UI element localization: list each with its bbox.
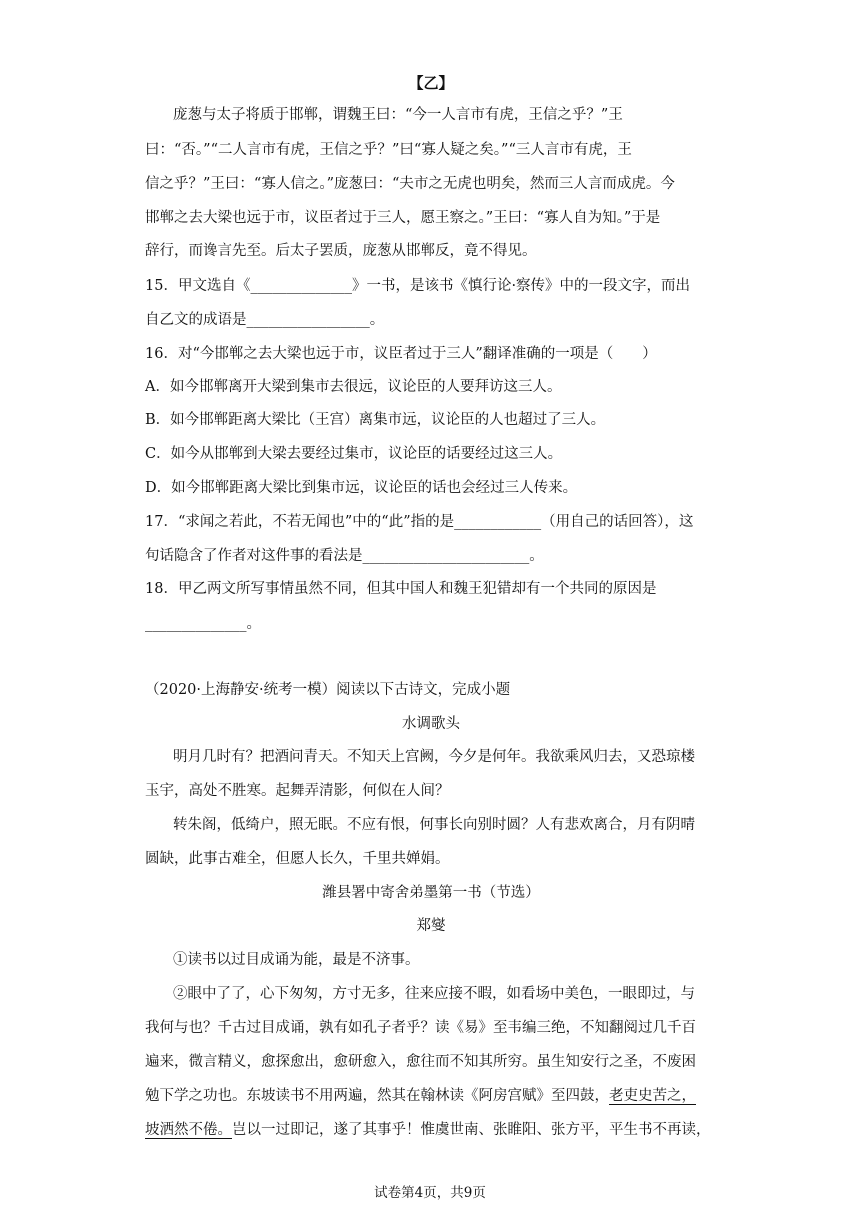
letter-title: 潍县署中寄舍弟墨第一书（节选） bbox=[322, 885, 540, 901]
passage-line: 邯郸之去大梁也远于市，议臣者过于三人，愿王察之。”王曰：“寡人自为知。”于是 bbox=[145, 210, 661, 226]
question-16: 16．对“今邯郸之去大梁也远于市，议臣者过于三人”翻译准确的一项是（ ） bbox=[145, 346, 657, 362]
passage-line: 曰：“否。”“二人言市有虎，王信之乎？”曰“寡人疑之矣。”“三人言市有虎，王 bbox=[145, 142, 632, 158]
question-15-line-1: 15．甲文选自《______________》一书，是该书《慎行论·察传》中的一段文字，而出 bbox=[145, 278, 691, 294]
passage-line: 辞行，而谗言先至。后太子罢质，庞葱从邯郸反，竟不得见。 bbox=[145, 243, 537, 259]
poem-title: 水调歌头 bbox=[402, 716, 460, 732]
poem-line: 转朱阁，低绮户，照无眠。不应有恨，何事长向别时圆？人有悲欢离合，月有阴晴 bbox=[173, 817, 695, 833]
option-d: D．如今邯郸距离大梁比到集市远，议论臣的话也会经过三人传来。 bbox=[145, 480, 578, 496]
option-a: A．如今邯郸离开大梁到集市去很远，议论臣的人要拜访这三人。 bbox=[145, 379, 562, 395]
section-heading-yi: 【乙】 bbox=[408, 74, 454, 92]
letter-line-text: 岂以一过即记，遂了其事乎！惟虞世南、张睢阳、张方平，平生书不再读， bbox=[232, 1122, 711, 1138]
option-c: C．如今从邯郸到大梁去要经过集市，议论臣的话要经过这三人。 bbox=[145, 446, 563, 462]
question-17-line-2: 句话隐含了作者对这件事的看法是_______________________。 bbox=[145, 548, 544, 564]
poem-line: 圆缺，此事古难全，但愿人长久，千里共婵娟。 bbox=[145, 851, 450, 867]
underlined-phrase: 老吏史苦之， bbox=[609, 1088, 696, 1104]
poem-line: 玉宇，高处不胜寒。起舞弄清影，何似在人间？ bbox=[145, 783, 450, 799]
letter-line bbox=[145, 1120, 717, 1140]
letter-line-text: 勉下学之功也。东坡读书不用两遍，然其在翰林读《阿房宫赋》至四鼓， bbox=[145, 1088, 609, 1104]
poem-line: 明月几时有？把酒问青天。不知天上宫阙，今夕是何年。我欲乘风归去，又恐琼楼 bbox=[173, 749, 695, 765]
letter-line bbox=[145, 1086, 717, 1106]
letter-line: ①读书以过目成诵为能，最是不济事。 bbox=[173, 952, 420, 968]
option-b: B．如今邯郸距离大梁比（王宫）离集市远，议论臣的人也超过了三人。 bbox=[145, 412, 606, 428]
question-18-line-2: ______________。 bbox=[145, 616, 261, 632]
question-18-line-1: 18．甲乙两文所写事情虽然不同，但其中国人和魏王犯错却有一个共同的原因是 bbox=[145, 581, 657, 597]
underlined-phrase: 坡洒然不倦。 bbox=[145, 1122, 232, 1138]
passage-line: 庞葱与太子将质于邯郸，谓魏王曰：“今一人言市有虎，王信之乎？”王 bbox=[173, 107, 623, 123]
letter-line: 遍来，微言精义，愈探愈出，愈研愈入，愈往而不知其所穷。虽生知安行之圣，不废困 bbox=[145, 1054, 696, 1070]
question-15-line-2: 自乙文的成语是_________________。 bbox=[145, 312, 385, 328]
page-footer: 试卷第4页，共9页 bbox=[374, 1185, 486, 1201]
letter-line: 我何与也？千古过目成诵，孰有如孔子者乎？读《易》至韦编三绝，不知翻阅过几千百 bbox=[145, 1020, 696, 1036]
question-17-line-1: 17．“求闻之若此，不若无闻也”中的“此”指的是____________（用自己的话回答），这 bbox=[145, 514, 694, 530]
letter-line: ②眼中了了，心下匆匆，方寸无多，往来应接不暇，如看场中美色，一眼即过，与 bbox=[173, 986, 695, 1002]
passage-line: 信之乎？”王曰：“寡人信之。”庞葱曰：“夫市之无虎也明矣，然而三人言而成虎。今 bbox=[145, 176, 675, 192]
source-note: （2020·上海静安·统考一模）阅读以下古诗文，完成小题 bbox=[145, 682, 511, 698]
letter-author: 郑燮 bbox=[416, 918, 446, 934]
